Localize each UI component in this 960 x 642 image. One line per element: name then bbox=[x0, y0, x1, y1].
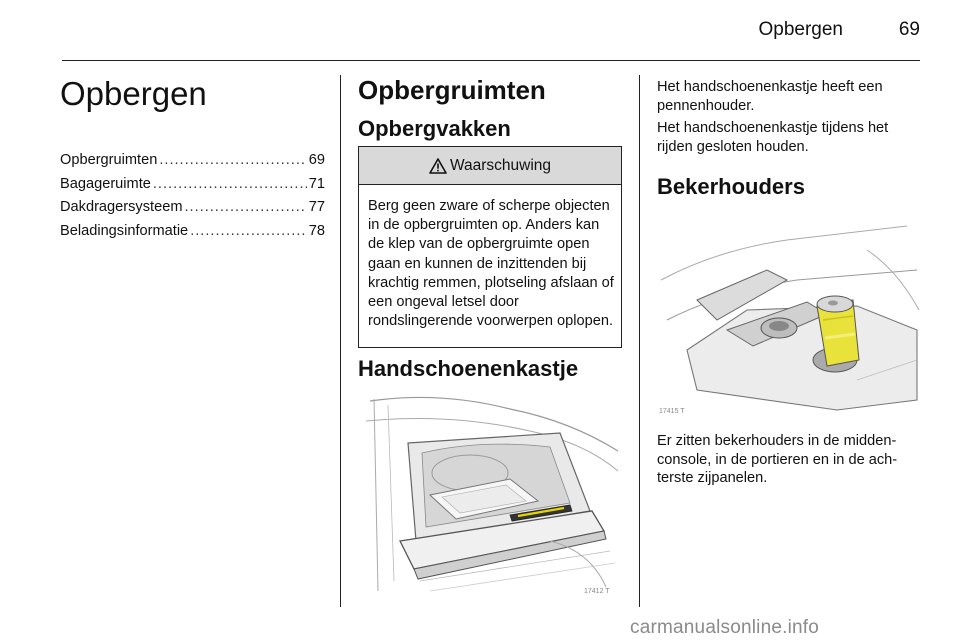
warning-triangle-icon bbox=[429, 158, 447, 174]
toc-page: 78 bbox=[308, 222, 325, 239]
toc-label: Dakdragersysteem bbox=[60, 199, 183, 215]
toc-entry[interactable] bbox=[60, 149, 325, 173]
glovebox-illustration bbox=[360, 391, 622, 597]
warning-box bbox=[358, 146, 622, 348]
chapter-title: Opbergen bbox=[60, 75, 207, 112]
toc-leader bbox=[184, 196, 306, 220]
figure-id: 17415 T bbox=[659, 408, 685, 415]
glovebox-title: Handschoenenkastje bbox=[358, 356, 579, 381]
toc-page: 71 bbox=[308, 175, 325, 192]
column-divider bbox=[639, 75, 640, 607]
toc-page: 69 bbox=[308, 152, 325, 168]
toc-label: Bagageruimte bbox=[60, 175, 151, 192]
section-title: Opbergruimten bbox=[358, 75, 546, 105]
header-rule bbox=[62, 60, 920, 61]
watermark: carmanualsonline.info bbox=[630, 617, 820, 638]
warning-text: Berg geen zware of scherpe objecten in de opbergruimten op. Anders kan de klep van de opbergruimte open gaan en kunnen de inzittenden bij krachtig remmen, plotseling afslaan of een ongeval letsel door rondslingerende voorwerpen oplopen. bbox=[368, 198, 614, 330]
toc-page: 77 bbox=[308, 199, 325, 215]
toc-leader bbox=[159, 149, 306, 173]
toc-label: Opbergruimten bbox=[60, 152, 158, 168]
chapter-toc bbox=[60, 149, 325, 243]
cupholders-text: Er zitten bekerhouders in de middenconsole, in de portieren en in de achterste zijpanelen. bbox=[657, 433, 898, 486]
figure-id: 17412 T bbox=[584, 588, 610, 595]
warning-title: Waarschuwing bbox=[449, 156, 552, 174]
page-number: 69 bbox=[898, 19, 920, 40]
subsection-title: Opbergvakken bbox=[358, 116, 511, 141]
toc-entry[interactable] bbox=[60, 173, 325, 197]
warning-header bbox=[359, 147, 621, 185]
toc-leader bbox=[190, 220, 307, 244]
toc-label: Beladingsinformatie bbox=[60, 222, 189, 239]
cupholders-title: Bekerhouders bbox=[657, 174, 805, 199]
running-header-title: Opbergen bbox=[758, 19, 843, 40]
glovebox-pen-text: Het handschoenenkastje heeft een pennenhouder. bbox=[657, 79, 883, 114]
column-divider bbox=[340, 75, 341, 607]
toc-entry[interactable] bbox=[60, 196, 325, 220]
toc-leader bbox=[153, 173, 307, 197]
page-header bbox=[0, 0, 960, 62]
glovebox-closed-text: Het handschoenenkastje tijdens het rijden gesloten houden. bbox=[657, 120, 889, 155]
cupholder-illustration bbox=[657, 210, 921, 418]
toc-entry[interactable] bbox=[60, 220, 325, 244]
